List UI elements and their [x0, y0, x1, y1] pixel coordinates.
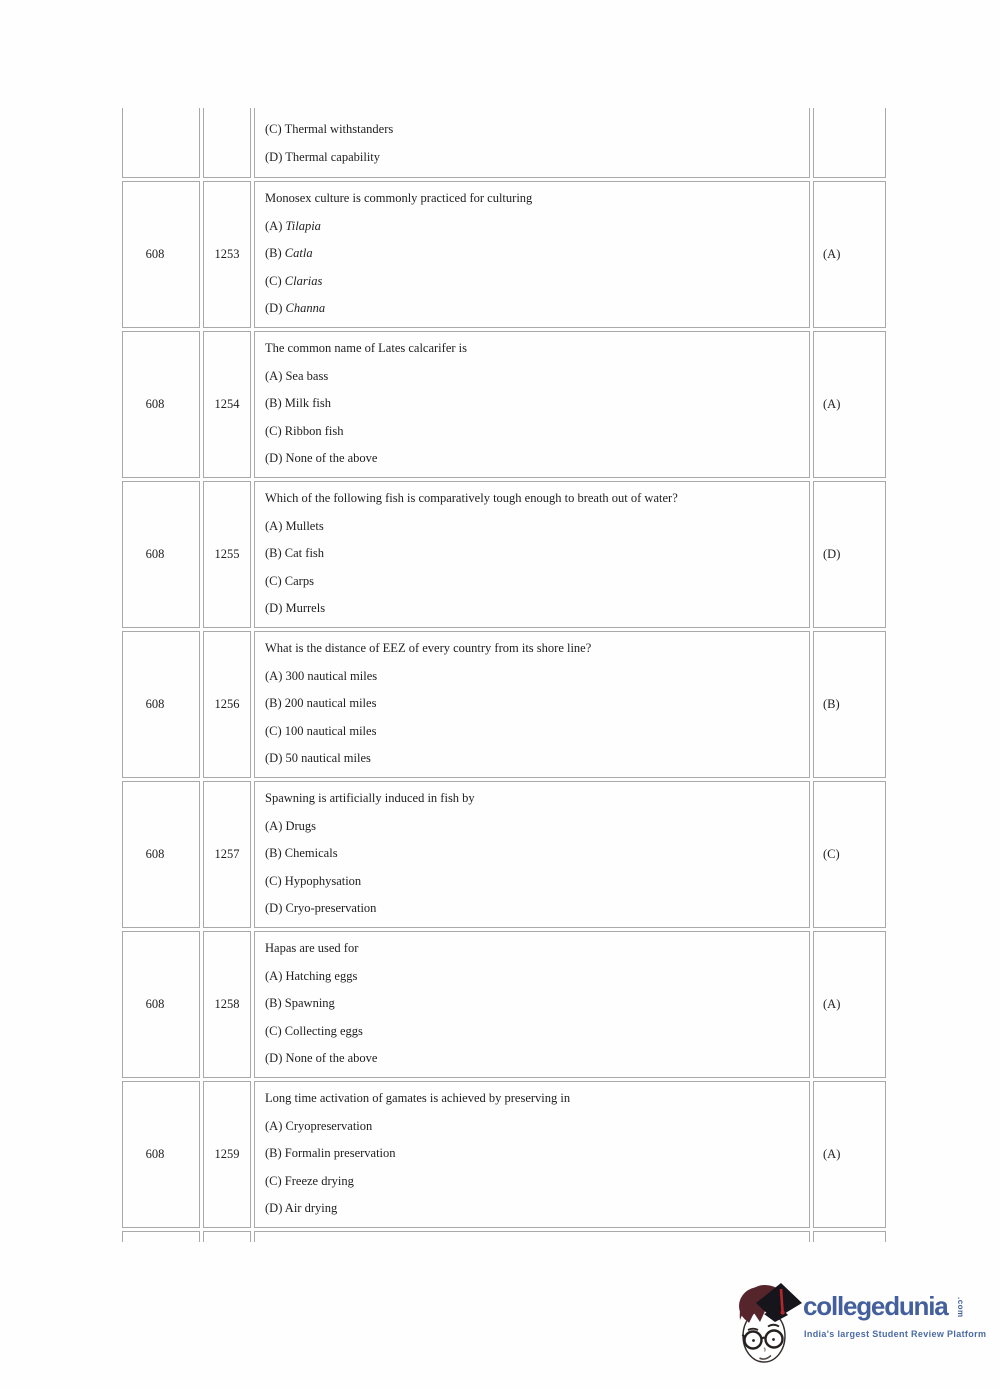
option-line: (D) Channa: [265, 301, 326, 315]
option-line: (A) Drugs: [265, 818, 317, 833]
option-line: (C) 100 nautical miles: [265, 723, 377, 738]
question-no-cell: 1256: [203, 631, 251, 778]
option-line: (B) Formalin preservation: [265, 1146, 396, 1160]
question-text: Hapas are used for: [265, 941, 359, 955]
question-table: [122, 108, 886, 1242]
question-row-partial-bottom: [122, 1231, 886, 1242]
question-row-1253: [122, 181, 886, 328]
answer-cell: (A): [813, 1081, 886, 1228]
question-no-cell: [203, 1231, 251, 1242]
option-line: (B) Catla: [265, 246, 313, 260]
question-cell: [254, 1231, 810, 1242]
question-cell: [254, 781, 810, 928]
option-line: (A) Cryopreservation: [265, 1118, 373, 1133]
question-no-cell: 1254: [203, 331, 251, 478]
question-row-1254: [122, 331, 886, 478]
answer-cell: [813, 108, 886, 178]
option-line: (A) Sea bass: [265, 368, 329, 383]
question-cell: [254, 481, 810, 628]
answer-cell: (A): [813, 931, 886, 1078]
question-text: The common name of Lates calcarifer is: [265, 341, 467, 355]
option-line: (D) Murrels: [265, 601, 326, 615]
answer-cell: (C): [813, 781, 886, 928]
option-line: (B) Cat fish: [265, 546, 325, 560]
brand-tld: .com: [956, 1297, 965, 1318]
option-line: (D) None of the above: [265, 451, 378, 465]
brand-tagline: India's largest Student Review Platform: [804, 1329, 987, 1339]
option-line: (D) 50 nautical miles: [265, 751, 371, 765]
question-no-cell: 1255: [203, 481, 251, 628]
code-cell: 608: [122, 481, 200, 628]
option-line: (A) Hatching eggs: [265, 968, 358, 983]
question-no-cell: 1258: [203, 931, 251, 1078]
question-text: Spawning is artificially induced in fish by: [265, 791, 475, 805]
question-row-1257: [122, 781, 886, 928]
question-row-1256: [122, 631, 886, 778]
question-cell: [254, 1081, 810, 1228]
option-line: (A) 300 nautical miles: [265, 668, 378, 683]
code-cell: 608: [122, 931, 200, 1078]
collegedunia-logo: [737, 1276, 987, 1371]
option-line: (D) Thermal capability: [265, 149, 381, 164]
question-text: What is the distance of EEZ of every country from its shore line?: [265, 641, 592, 655]
option-line: (D) None of the above: [265, 1051, 378, 1065]
answer-cell: (A): [813, 181, 886, 328]
code-cell: 608: [122, 331, 200, 478]
answer-cell: (B): [813, 631, 886, 778]
code-cell: 608: [122, 631, 200, 778]
option-line: (B) 200 nautical miles: [265, 696, 377, 710]
question-row-1255: [122, 481, 886, 628]
option-line: (C) Carps: [265, 573, 314, 588]
question-no-cell: 1257: [203, 781, 251, 928]
option-line: (C) Collecting eggs: [265, 1023, 363, 1038]
option-line: (C) Ribbon fish: [265, 423, 344, 438]
question-no-cell: 1253: [203, 181, 251, 328]
question-row-partial-top: [122, 108, 886, 178]
question-cell: [254, 631, 810, 778]
option-line: (C) Thermal withstanders: [265, 122, 394, 136]
option-line: (C) Clarias: [265, 273, 323, 288]
option-line: (B) Chemicals: [265, 846, 338, 860]
code-cell: 608: [122, 781, 200, 928]
question-cell: [254, 181, 810, 328]
answer-cell: [813, 1231, 886, 1242]
option-line: (C) Freeze drying: [265, 1173, 354, 1188]
answer-cell: (A): [813, 331, 886, 478]
code-cell: 608: [122, 181, 200, 328]
question-text: Which of the following fish is comparatively tough enough to breath out of water?: [265, 491, 678, 505]
option-line: (B) Milk fish: [265, 396, 331, 410]
option-line: (D) Air drying: [265, 1201, 338, 1215]
question-row-1259: [122, 1081, 886, 1228]
option-line: (D) Cryo-preservation: [265, 901, 377, 915]
answer-cell: (D): [813, 481, 886, 628]
code-cell: [122, 108, 200, 178]
code-cell: [122, 1231, 200, 1242]
option-line: (B) Spawning: [265, 996, 335, 1010]
question-no-cell: [203, 108, 251, 178]
question-text: Monosex culture is commonly practiced for culturing: [265, 191, 533, 205]
brand-wordmark: collegedunia: [803, 1291, 948, 1321]
question-text: Long time activation of gamates is achieved by preserving in: [265, 1091, 571, 1105]
code-cell: 608: [122, 1081, 200, 1228]
collegedunia-mascot-icon: [737, 1276, 803, 1371]
option-line: (A) Mullets: [265, 518, 324, 533]
question-cell: [254, 331, 810, 478]
option-line: (C) Hypophysation: [265, 873, 362, 888]
question-cell: [254, 108, 810, 178]
question-no-cell: 1259: [203, 1081, 251, 1228]
option-line: (A) Tilapia: [265, 218, 321, 233]
question-cell: [254, 931, 810, 1078]
question-row-1258: [122, 931, 886, 1078]
